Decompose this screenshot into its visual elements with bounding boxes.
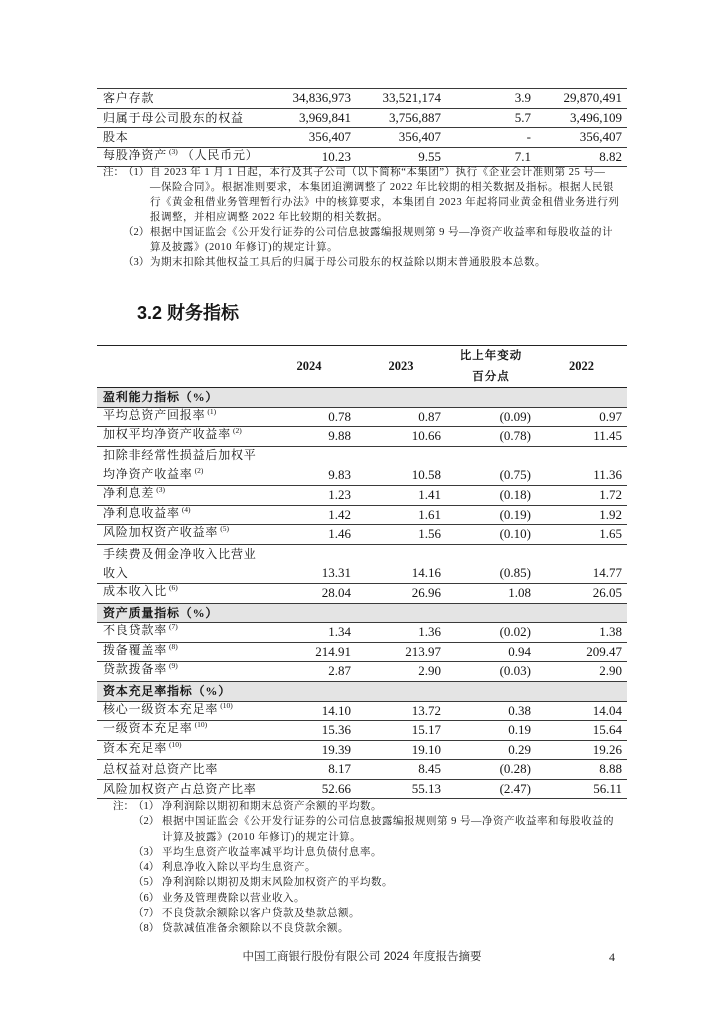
value-cell: 15.36 <box>321 722 351 738</box>
row-label-line <box>103 406 262 427</box>
footnote-ref: (2) <box>233 426 242 436</box>
footnote-ref: (10) <box>220 700 233 710</box>
footnote-ref: (10) <box>194 720 208 730</box>
row-label-text: 收入 <box>103 565 129 580</box>
row-label <box>97 719 262 740</box>
row-label-text: 股本 <box>103 130 129 145</box>
value-cell: 3,756,887 <box>389 109 441 125</box>
footnote-text <box>162 814 614 845</box>
value-cell: 1.08 <box>508 584 531 600</box>
table-row <box>97 525 627 545</box>
row-label-line <box>103 545 262 564</box>
notes-prefix-spacer <box>113 891 133 906</box>
row-label <box>97 484 262 505</box>
row-label <box>97 146 262 167</box>
table-row <box>97 89 627 109</box>
footnote-ref: (3) <box>169 146 178 156</box>
footnote-ref: (3) <box>156 484 165 494</box>
footnote-ref: (9) <box>169 661 178 671</box>
value-cell: 11.45 <box>593 428 622 444</box>
value-cell: 0.38 <box>508 702 531 718</box>
notes-prefix-spacer <box>113 921 133 936</box>
value-cell: (0.10) <box>499 526 531 542</box>
footnote-line: 计算及披露》(2010 年修订)的规定计算。 <box>162 831 362 843</box>
row-label-line <box>103 582 262 603</box>
footnote-number: （8） <box>133 923 160 935</box>
footnote-item <box>113 921 614 936</box>
row-label <box>97 760 262 779</box>
footnote-text <box>162 921 349 936</box>
header-year-2024: 2024 <box>296 359 322 373</box>
value-cell: 356,407 <box>579 129 622 145</box>
row-label-line <box>103 719 262 740</box>
footnote-text <box>150 255 546 270</box>
value-cell: (2.47) <box>499 780 531 796</box>
row-label-text: 拨备覆盖率 <box>103 642 168 657</box>
value-cell: 55.13 <box>411 780 441 796</box>
value-cell: (0.75) <box>499 467 531 483</box>
value-cell: 1.41 <box>418 486 441 502</box>
value-cell: 1.56 <box>418 526 441 542</box>
row-label-text: 总权益对总资产比率 <box>103 762 219 777</box>
footnote-item <box>113 860 614 875</box>
footnote-line: 行《黄金租借业务管理暂行办法》中的核算要求，本集团自 2023 年起将同业黄金租借业务进行列 <box>150 197 620 208</box>
value-cell: 14.10 <box>321 702 351 718</box>
row-label-line <box>103 564 262 583</box>
footnote-number: （1） <box>123 167 150 178</box>
row-label <box>97 739 262 760</box>
financial-indicators-table <box>97 345 627 799</box>
value-cell: 209.47 <box>586 643 622 659</box>
notes-prefix-spacer <box>103 255 123 270</box>
footnote-text <box>162 891 305 906</box>
value-cell: (0.78) <box>499 428 531 444</box>
value-cell: 1.34 <box>328 624 351 640</box>
row-label-text: 贷款拨备率 <box>103 662 168 677</box>
footnote-line: —保险合同》。根据准则要求，本集团追溯调整了 2022 年比较期的相关数据及指标。根据人民银 <box>150 182 614 193</box>
row-label <box>97 504 262 525</box>
footnote-item <box>103 225 619 255</box>
row-label-line <box>103 700 262 721</box>
value-cell: 0.78 <box>328 408 351 424</box>
footnote-number: （7） <box>133 908 160 920</box>
footnote-line: 根据中国证监会《公开发行证券的公司信息披露编报规则第 9 号—净资产收益率和每股收益的 <box>162 816 614 828</box>
value-cell: 29,870,491 <box>563 90 622 105</box>
footnote-item <box>113 845 614 860</box>
value-cell: 19.26 <box>592 741 622 757</box>
row-label <box>97 406 262 427</box>
row-label-line <box>103 465 262 485</box>
footnote-item <box>113 814 614 845</box>
row-label-text: 加权平均净资产收益率 <box>103 427 232 442</box>
footnote-number: （4） <box>133 862 160 874</box>
value-cell: 8.82 <box>599 148 622 164</box>
row-label <box>97 446 262 485</box>
row-label-text: 成本收入比 <box>103 583 168 598</box>
value-cell: 7.1 <box>514 148 531 164</box>
footnote-text <box>162 860 316 875</box>
footnote-line: 业务及管理费除以营业收入。 <box>162 892 305 904</box>
section-heading: 3.2 财务指标 <box>137 303 240 323</box>
value-cell: 1.61 <box>418 506 441 522</box>
row-label-text: 净利息差 <box>103 485 155 500</box>
footnote-ref: (8) <box>169 641 178 651</box>
row-label-text: 归属于母公司股东的权益 <box>103 110 244 125</box>
footnote-item <box>113 875 614 890</box>
value-cell: 14.77 <box>592 565 622 581</box>
value-cell: (0.28) <box>499 761 531 777</box>
row-label-text: 风险加权资产占总资产比率 <box>103 781 257 796</box>
footnote-line: 贷款减值准备余额除以不良贷款余额。 <box>162 923 349 935</box>
header-year-2023: 2023 <box>388 359 414 373</box>
value-cell: 10.58 <box>411 467 441 483</box>
row-label <box>97 641 262 662</box>
row-label-line <box>103 484 262 505</box>
row-label-line <box>103 760 262 779</box>
footnote-line: 根据中国证监会《公开发行证券的公司信息披露编报规则第 9 号—净资产收益率和每股收益的计 <box>150 227 613 238</box>
row-label-line <box>103 523 262 544</box>
footnote-line: 不良贷款余额除以客户贷款及垫款总额。 <box>162 908 360 920</box>
value-cell: 0.29 <box>508 741 531 757</box>
row-label-line <box>103 739 262 760</box>
table-row <box>97 447 627 486</box>
row-label-text: 不良贷款率 <box>103 623 168 638</box>
footnote-number: （2） <box>133 816 160 828</box>
table-row <box>97 741 627 761</box>
notes-prefix: 注： <box>103 167 124 178</box>
value-cell: 56.11 <box>593 780 622 796</box>
row-label-text: 客户存款 <box>103 91 155 105</box>
page-number: 4 <box>609 950 615 964</box>
value-cell: 2.90 <box>418 663 441 679</box>
value-cell: 2.87 <box>328 663 351 679</box>
value-cell: 10.66 <box>411 428 441 444</box>
value-cell: 1.72 <box>599 486 622 502</box>
notes-prefix-spacer <box>113 814 133 845</box>
unit-label: （人民币元） <box>181 147 259 162</box>
value-cell: 34,836,973 <box>292 90 351 105</box>
balance-summary-table <box>97 88 627 167</box>
value-cell: 26.05 <box>592 584 622 600</box>
value-cell: (0.03) <box>499 663 531 679</box>
footnote-ref: (10) <box>169 739 182 749</box>
footnote-ref: (2) <box>194 465 204 475</box>
footnote-number: （5） <box>133 877 160 889</box>
notes-prefix: 注： <box>113 801 134 812</box>
header-change-line1: 比上年变动 <box>459 350 523 362</box>
footnote-number: （3） <box>133 846 160 858</box>
footnote-number: （2） <box>123 227 150 238</box>
value-cell: 1.92 <box>599 506 622 522</box>
group-title: 资本充足率指标（%） <box>103 683 232 698</box>
footnote-line: 净利润除以期初和期末总资产余额的平均数。 <box>162 801 382 812</box>
value-cell: 52.66 <box>321 780 351 796</box>
value-cell: 9.88 <box>328 428 351 444</box>
row-label-text: 每股净资产 <box>103 147 168 162</box>
row-label <box>97 89 262 108</box>
table-row <box>97 780 627 800</box>
value-cell: 15.17 <box>411 722 441 738</box>
row-label-line <box>103 504 262 525</box>
row-label <box>97 523 262 544</box>
group-title: 盈利能力指标（%） <box>103 390 219 404</box>
value-cell: 8.88 <box>599 761 622 777</box>
value-cell: 0.94 <box>508 643 531 659</box>
footnote-line: 平均生息资产收益率减平均计息负债付息率。 <box>162 846 382 858</box>
footnote-text <box>162 875 393 890</box>
value-cell: 13.72 <box>411 702 441 718</box>
row-label <box>97 128 262 147</box>
footnote-number: （6） <box>133 892 160 904</box>
row-label-line <box>103 446 262 465</box>
balance-table-footnotes <box>103 165 619 270</box>
value-cell: (0.19) <box>499 506 531 522</box>
value-cell: 28.04 <box>321 584 351 600</box>
row-label <box>97 545 262 583</box>
footnote-item <box>113 906 614 921</box>
value-cell: 1.23 <box>328 486 351 502</box>
footnote-number: （1） <box>133 801 160 812</box>
row-label-text: 均净资产收益率 <box>103 466 193 481</box>
footnote-text <box>162 845 382 860</box>
row-label <box>97 621 262 642</box>
table-row <box>97 662 627 682</box>
value-cell: 15.64 <box>592 722 622 738</box>
value-cell: 5.7 <box>514 109 531 125</box>
value-cell: 356,407 <box>308 129 351 145</box>
footnote-ref: (5) <box>220 524 229 534</box>
value-cell: 0.19 <box>508 722 531 738</box>
row-label-line <box>103 641 262 662</box>
footnote-text <box>162 906 360 921</box>
footnote-text <box>150 225 613 255</box>
row-label-line <box>103 621 262 642</box>
footnote-ref: (1) <box>207 406 217 416</box>
indicator-table-footnotes <box>113 799 614 937</box>
row-label-text: 净利息收益率 <box>103 505 180 520</box>
footnote-text <box>150 165 619 225</box>
value-cell: 33,521,174 <box>382 90 441 105</box>
value-cell: 3.9 <box>514 90 531 105</box>
notes-prefix-spacer <box>103 225 123 255</box>
row-label <box>97 700 262 721</box>
row-label <box>97 660 262 681</box>
value-cell: 26.96 <box>411 584 441 600</box>
table-row <box>97 760 627 780</box>
table-row <box>97 545 627 584</box>
table-row <box>97 584 627 604</box>
value-cell: (0.18) <box>499 486 531 502</box>
value-cell: 19.10 <box>411 741 441 757</box>
value-cell: 3,496,109 <box>570 109 622 125</box>
header-change-cell <box>446 346 536 387</box>
footnote-line: 为期末扣除其他权益工具后的归属于母公司股东的权益除以期末普通股股本总数。 <box>150 257 546 268</box>
value-cell: 2.90 <box>599 663 622 679</box>
value-cell: 1.65 <box>599 526 622 542</box>
value-cell: 1.36 <box>418 624 441 640</box>
footnote-ref: (4) <box>181 504 191 514</box>
value-cell: (0.85) <box>499 565 531 581</box>
value-cell: - <box>526 129 531 145</box>
notes-prefix-spacer <box>113 906 133 921</box>
indicator-rows <box>97 388 627 799</box>
footnote-item <box>113 891 614 906</box>
value-cell: 213.97 <box>405 643 441 659</box>
row-label-text: 风险加权资产收益率 <box>103 525 219 540</box>
footnote-item <box>103 165 619 225</box>
footnote-line: 报调整，并相应调整 2022 年比较期的相关数据。 <box>150 212 389 223</box>
value-cell: 9.83 <box>328 467 351 483</box>
row-label-text: 扣除非经常性损益后加权平 <box>103 447 257 462</box>
value-cell: 0.97 <box>599 408 622 424</box>
value-cell: 11.36 <box>593 467 622 483</box>
footnote-line: 利息净收入除以平均生息资产。 <box>162 862 316 874</box>
value-cell: (0.09) <box>499 408 531 424</box>
row-label-text: 核心一级资本充足率 <box>103 701 219 716</box>
row-label <box>97 582 262 603</box>
footer-title: 中国工商银行股份有限公司 2024 年度报告摘要 <box>242 951 482 963</box>
footnote-line: 自 2023 年 1 月 1 日起，本行及其子公司（以下简称“本集团”）执行《企业会计准则第 25 号— <box>150 167 606 178</box>
value-cell: 356,407 <box>398 129 441 145</box>
value-cell: 10.23 <box>321 148 351 164</box>
row-label <box>97 425 262 446</box>
notes-prefix-spacer <box>113 875 133 890</box>
footnote-line: 净利润除以期初及期末风险加权资产的平均数。 <box>162 877 393 889</box>
row-label <box>97 109 262 128</box>
row-label-text: 资本充足率 <box>103 740 168 755</box>
value-cell: 14.04 <box>592 702 622 718</box>
footnote-item <box>103 255 619 270</box>
value-cell: 9.55 <box>418 148 441 164</box>
row-label-line <box>103 780 262 799</box>
row-label-text: 一级资本充足率 <box>103 721 193 736</box>
table-row <box>97 109 627 129</box>
value-cell: 8.45 <box>418 761 441 777</box>
header-change-line2: 百分点 <box>472 370 510 383</box>
row-label-line <box>103 660 262 681</box>
notes-prefix-spacer <box>113 860 133 875</box>
value-cell: 1.38 <box>599 624 622 640</box>
row-label <box>97 780 262 799</box>
header-year-2022: 2022 <box>569 359 594 373</box>
footnote-number: （3） <box>123 257 150 268</box>
value-cell: 19.39 <box>321 741 351 757</box>
footnote-text <box>162 799 382 814</box>
value-cell: 1.46 <box>328 526 351 542</box>
value-cell: 3,969,841 <box>299 109 351 125</box>
notes-prefix-spacer <box>113 845 133 860</box>
row-label-text: 平均总资产回报率 <box>103 407 206 422</box>
value-cell: 13.31 <box>321 565 351 581</box>
group-title: 资产质量指标（%） <box>103 605 219 620</box>
footnote-item <box>113 799 614 814</box>
value-cell: 1.42 <box>328 506 351 522</box>
footnote-ref: (7) <box>169 622 178 632</box>
value-cell: 8.17 <box>328 761 351 777</box>
value-cell: (0.02) <box>499 624 531 640</box>
table-row <box>97 427 627 447</box>
footnote-ref: (6) <box>169 582 178 592</box>
value-cell: 14.16 <box>411 565 441 581</box>
row-label-line <box>103 425 262 446</box>
footnote-line: 算及披露》(2010 年修订)的规定计算。 <box>150 242 339 253</box>
table-header-row <box>97 345 627 388</box>
value-cell: 0.87 <box>418 408 441 424</box>
value-cell: 214.91 <box>315 643 351 659</box>
row-label-text: 手续费及佣金净收入比营业 <box>103 546 257 561</box>
